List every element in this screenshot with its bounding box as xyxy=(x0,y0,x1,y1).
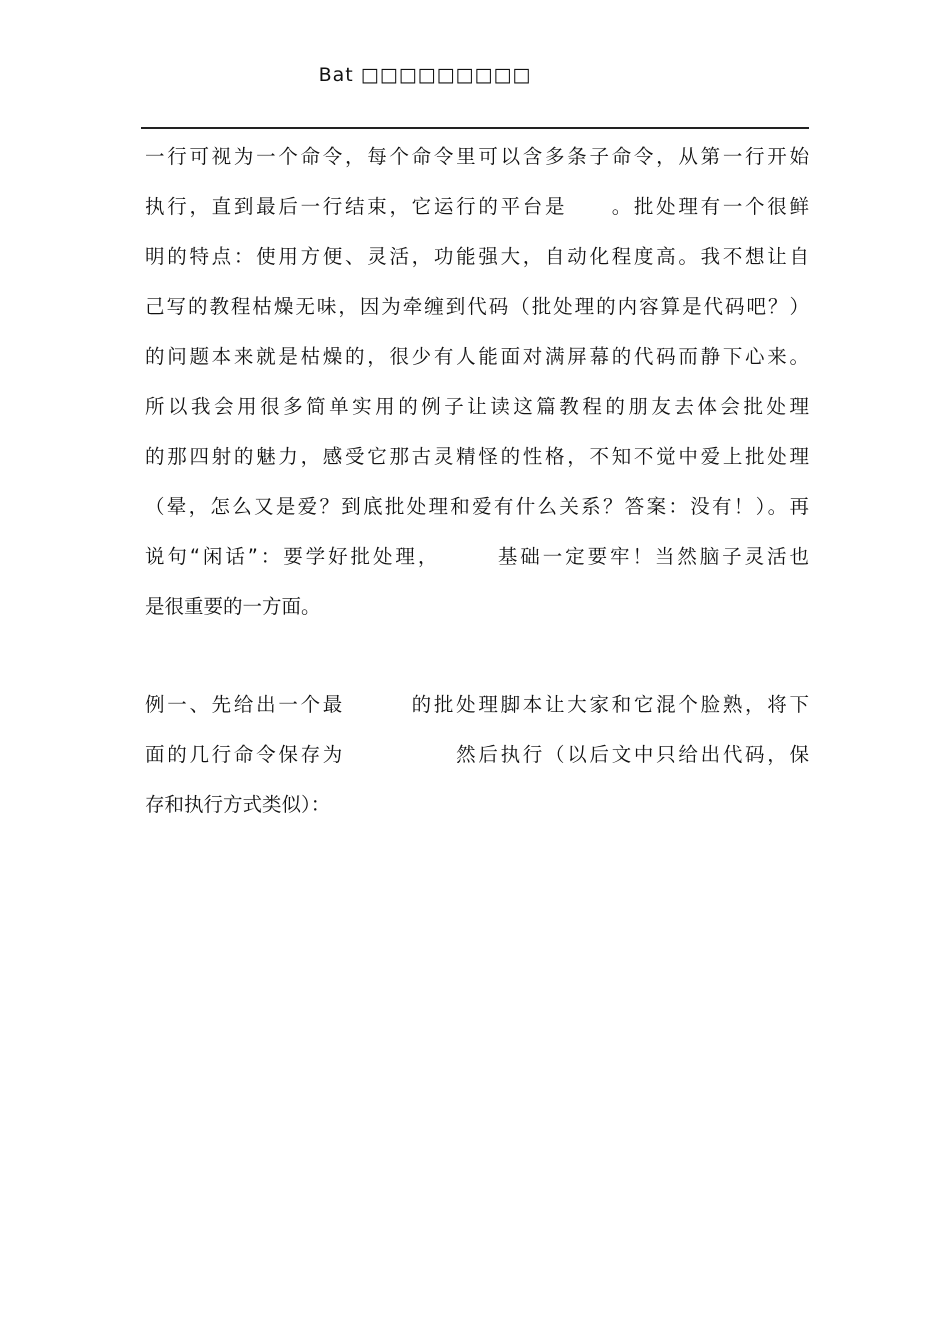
text-line: 一行可视为一个命令，每个命令里可以含多条子命令，从第一行开始 xyxy=(145,145,809,168)
text-line: 存和执行方式类似）： xyxy=(145,793,331,816)
text-line: 的问题本来就是枯燥的，很少有人能面对满屏幕的代码而静下心来。 xyxy=(145,345,809,368)
text-line: （晕，怎么又是爱？到底批处理和爱有什么关系？答案：没有！）。再 xyxy=(145,495,809,518)
text-line: 说句“闲话”：要学好批处理， 基础一定要牢！当然脑子灵活也 xyxy=(145,545,809,568)
header-divider xyxy=(141,127,809,129)
document-header-title: Bat □□□□□□□□□ xyxy=(318,64,532,86)
text-line: 面的几行命令保存为 然后执行（以后文中只给出代码，保 xyxy=(145,743,809,766)
text-line: 的那四射的魅力，感受它那古灵精怪的性格，不知不觉中爱上批处理 xyxy=(145,445,809,468)
paragraph-example-one xyxy=(145,680,809,830)
paragraph-intro xyxy=(145,132,809,632)
paragraph-spacer xyxy=(145,632,809,680)
document-body xyxy=(145,132,809,830)
text-line: 是很重要的一方面。 xyxy=(145,595,321,618)
text-line: 例一、先给出一个最 的批处理脚本让大家和它混个脸熟，将下 xyxy=(145,693,809,716)
text-line: 己写的教程枯燥无味，因为牵缠到代码（批处理的内容算是代码吧？） xyxy=(145,295,809,318)
text-line: 执行，直到最后一行结束，它运行的平台是 。批处理有一个很鲜 xyxy=(145,195,809,218)
text-line: 所以我会用很多简单实用的例子让读这篇教程的朋友去体会批处理 xyxy=(145,395,809,418)
text-line: 明的特点：使用方便、灵活，功能强大，自动化程度高。我不想让自 xyxy=(145,245,809,268)
